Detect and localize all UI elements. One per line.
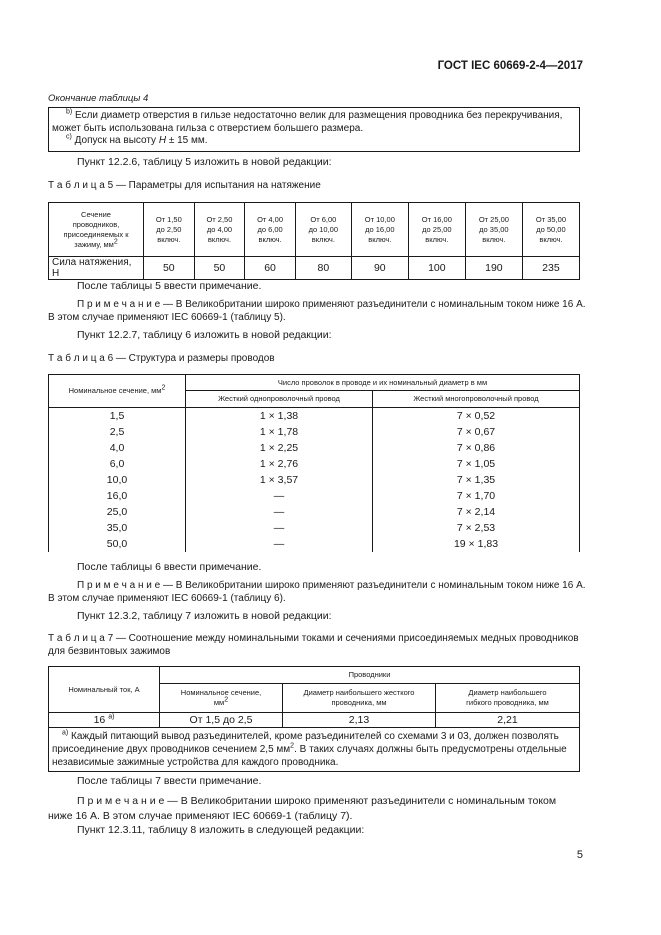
note7-line1-text: — В Великобритании широко применяют разъединители с номинальным током	[164, 795, 557, 807]
table5-range-cell	[351, 203, 408, 257]
document-standard-header: ГОСТ IEC 60669-2-4—2017	[437, 60, 583, 72]
table5-force-value: 50	[144, 257, 195, 280]
table6-flex: 19 × 1,83	[373, 536, 580, 552]
table4-footnote-c	[66, 135, 208, 147]
table5	[48, 202, 580, 280]
table6-flex: 7 × 1,70	[373, 488, 580, 504]
table5-head-line4	[52, 240, 140, 250]
note6-line1	[77, 579, 586, 592]
table7-head-rigid-l1: Диаметр наибольшего жесткого	[303, 688, 415, 697]
table6-section: 6,0	[49, 456, 186, 472]
table-row	[49, 424, 580, 440]
footnote-b-line1: Если диаметр отверстия в гильзе недостаточно велик для размещения проводника без перекручивания,	[75, 110, 563, 121]
table6-head-sup: 2	[161, 384, 166, 392]
table7-flex: 2,21	[436, 713, 580, 728]
table5-head-line4-text: зажиму, мм	[74, 239, 114, 249]
note5-label: П р и м е ч а н и е	[77, 299, 161, 310]
table6-section: 35,0	[49, 520, 186, 536]
table6-title	[48, 352, 275, 365]
range-b: до 35,00	[479, 224, 509, 234]
table6-section: 2,5	[49, 424, 186, 440]
table4-footnote-b	[66, 110, 562, 122]
table-row	[49, 536, 580, 552]
table-row	[49, 472, 580, 488]
table7-head-rigid	[283, 684, 436, 713]
table7-data-row	[49, 713, 580, 728]
table5-force-row	[49, 257, 580, 280]
table6-rigid: —	[186, 536, 373, 552]
table6-rigid: —	[186, 504, 373, 520]
range-b: до 16,00	[365, 224, 395, 234]
range-b: до 50,00	[536, 224, 566, 234]
table6-rigid: —	[186, 488, 373, 504]
table-row	[49, 456, 580, 472]
table6-label: Т а б л и ц а	[48, 353, 105, 364]
table7-footnote-l2	[52, 743, 576, 756]
table5-force-value: 235	[522, 257, 579, 280]
table6-head-section	[49, 375, 186, 408]
table6-flex: 7 × 0,52	[373, 408, 580, 424]
table5-title-text: — Параметры для испытания на натяжение	[113, 180, 321, 191]
note6-label: П р и м е ч а н и е	[77, 580, 161, 591]
table7-head-section-l2	[163, 698, 279, 708]
table7-current-value: 16	[93, 714, 106, 726]
range-b: до 4,00	[206, 224, 233, 234]
table7-head-flex-l2: гибкого проводника, мм	[466, 698, 549, 707]
table6-title-text: — Структура и размеры проводов	[113, 353, 275, 364]
range-c: включ.	[482, 234, 506, 244]
footnote-c-var: H	[158, 135, 167, 146]
table-row	[49, 488, 580, 504]
table6-section: 25,0	[49, 504, 186, 520]
table5-force-value: 190	[465, 257, 522, 280]
table6-rigid: 1 × 1,38	[186, 408, 373, 424]
table7-current-sup: а)	[108, 713, 115, 721]
table5-range-cell	[408, 203, 465, 257]
table-row	[49, 408, 580, 424]
table5-number: 5	[107, 180, 114, 191]
table7-footnote	[49, 728, 580, 772]
table6-head-flex: Жесткий многопроволочный провод	[373, 391, 580, 408]
range-b: до 2,50	[156, 224, 182, 234]
table7-head-section	[160, 684, 283, 713]
table5-head-line2: проводников,	[72, 219, 120, 229]
table6-rigid: 1 × 1,78	[186, 424, 373, 440]
table7	[48, 666, 580, 772]
table7-fn-mark: а)	[62, 729, 69, 737]
table6-flex: 7 × 0,86	[373, 440, 580, 456]
range-c: включ.	[425, 234, 449, 244]
table7-section: От 1,5 до 2,5	[160, 713, 283, 728]
table5-range-cell	[144, 203, 195, 257]
range-a: От 4,00	[257, 214, 284, 224]
range-a: От 16,00	[421, 214, 452, 224]
table6-section: 4,0	[49, 440, 186, 456]
footnote-b-line2: может быть использована гильза с отверстием большего размера.	[52, 123, 364, 134]
table7-header-row1	[49, 667, 580, 684]
range-c: включ.	[539, 234, 563, 244]
table6-head-group: Число проволок в проводе и их номинальный диаметр в мм	[186, 375, 580, 391]
table7-footnote-l3: независимые зажимные устройства для каждого проводника.	[52, 757, 339, 768]
range-c: включ.	[368, 234, 392, 244]
table6-section: 10,0	[49, 472, 186, 488]
table7-title-text: — Соотношение между номинальными токами и сечениями присоединяемых медных проводников	[113, 633, 579, 644]
note7-line2: ниже 16 А. В этом случае применяют IEC 60669-1 (таблицу 7).	[48, 810, 353, 822]
table6-section: 1,5	[49, 408, 186, 424]
range-b: до 25,00	[422, 224, 452, 234]
table6-section: 16,0	[49, 488, 186, 504]
table5-range-cell	[465, 203, 522, 257]
table5-title	[48, 179, 321, 192]
table6	[48, 374, 580, 552]
table7-head-current: Номинальный ток, А	[49, 667, 160, 713]
footnote-c-post: ± 15 мм.	[166, 135, 208, 146]
range-a: От 25,00	[478, 214, 509, 224]
table5-range-cell	[194, 203, 245, 257]
table5-range-cell	[522, 203, 579, 257]
range-c: включ.	[207, 234, 232, 244]
table-row	[49, 520, 580, 536]
table7-head-section-l2-text: мм	[213, 698, 225, 707]
table7-fn-l2-sup: 2	[290, 742, 295, 750]
table5-range-cell	[245, 203, 296, 257]
table7-head-section-l1: Номинальное сечение,	[180, 688, 262, 697]
table5-force-value: 90	[351, 257, 408, 280]
table7-current	[49, 713, 160, 728]
table6-rigid: —	[186, 520, 373, 536]
table7-head-flex	[436, 684, 580, 713]
table6-head-rigid: Жесткий однопроволочный провод	[186, 391, 373, 408]
table4-end-caption: Окончание таблицы 4	[48, 93, 149, 104]
table5-head-line1: Сечение	[81, 209, 111, 219]
table6-rigid: 1 × 3,57	[186, 472, 373, 488]
table6-flex: 7 × 2,53	[373, 520, 580, 536]
footnote-c-pre: Допуск на высоту	[74, 135, 159, 146]
table5-force-value: 50	[194, 257, 245, 280]
note7-label: П р и м е ч а н и е	[77, 795, 165, 807]
instruction-12-2-6: Пункт 12.2.6, таблицу 5 изложить в новой редакции:	[77, 156, 332, 168]
table5-header-row	[49, 203, 580, 257]
range-c: включ.	[258, 234, 282, 244]
range-a: От 1,50	[155, 214, 182, 224]
table5-head-sup: 2	[113, 238, 118, 245]
table5-force-value: 80	[295, 257, 351, 280]
table5-force-label: Сила натяжения, Н	[49, 257, 144, 280]
table7-fn-l2-text: присоединение двух проводников сечением 2,5 мм	[52, 744, 291, 755]
table7-footnote-l1	[52, 730, 576, 743]
table6-header-row1	[49, 375, 580, 391]
note5-line1	[77, 298, 586, 311]
table-row	[49, 504, 580, 520]
note5-line2: В этом случае применяют IEC 60669-1 (таблицу 5).	[48, 312, 286, 323]
table7-head-sup: 2	[224, 696, 229, 704]
table6-flex: 7 × 0,67	[373, 424, 580, 440]
note6-line2: В этом случае применяют IEC 60669-1 (таблицу 6).	[48, 593, 286, 604]
table6-rigid: 1 × 2,25	[186, 440, 373, 456]
range-c: включ.	[311, 234, 335, 244]
table6-flex: 7 × 2,14	[373, 504, 580, 520]
after-table5-text: После таблицы 5 ввести примечание.	[77, 280, 262, 292]
table7-head-rigid-l2: проводника, мм	[331, 698, 387, 707]
table6-section: 50,0	[49, 536, 186, 552]
footnote-c-mark: c)	[66, 133, 72, 141]
table6-flex: 7 × 1,35	[373, 472, 580, 488]
table7-head-group: Проводники	[160, 667, 580, 684]
table7-label: Т а б л и ц а	[48, 633, 105, 644]
instruction-12-3-11: Пункт 12.3.11, таблицу 8 изложить в следующей редакции:	[77, 824, 365, 836]
note6-line1-text: — В Великобритании широко применяют разъединители с номинальным током ниже 16 А.	[160, 580, 586, 591]
range-c: включ.	[157, 234, 181, 244]
table7-rigid: 2,13	[283, 713, 436, 728]
note7-line1	[77, 795, 556, 808]
range-b: до 6,00	[257, 224, 283, 234]
table7-title-line1	[48, 632, 579, 645]
table7-footnote-row	[49, 728, 580, 772]
table7-head-flex-l1: Диаметр наибольшего	[468, 688, 547, 697]
table5-range-cell	[295, 203, 351, 257]
note5-line1-text: — В Великобритании широко применяют разъединители с номинальным током ниже 16 А.	[160, 299, 586, 310]
range-a: От 6,00	[310, 214, 337, 224]
range-a: От 10,00	[364, 214, 395, 224]
page-number: 5	[576, 849, 583, 861]
after-table6-text: После таблицы 6 ввести примечание.	[77, 561, 262, 573]
instruction-12-2-7: Пункт 12.2.7, таблицу 6 изложить в новой редакции:	[77, 329, 332, 341]
table7-fn-l1-text: Каждый питающий вывод разъединителей, кроме разъединителей со схемами 3 и 03, должен позволять	[68, 731, 559, 742]
table5-head-section	[49, 203, 144, 257]
table5-label: Т а б л и ц а	[48, 180, 105, 191]
table-row	[49, 440, 580, 456]
table6-number: 6	[107, 353, 114, 364]
footnote-b-mark: b)	[66, 108, 73, 116]
table7-title-line2: для безвинтовых зажимов	[48, 646, 171, 657]
table5-force-value: 100	[408, 257, 465, 280]
table5-head-line3: присоединяемых к	[63, 229, 129, 239]
range-a: От 2,50	[206, 214, 233, 224]
table6-rigid: 1 × 2,76	[186, 456, 373, 472]
table7-number: 7	[107, 633, 114, 644]
table6-flex: 7 × 1,05	[373, 456, 580, 472]
range-a: От 35,00	[535, 214, 566, 224]
table5-force-value: 60	[245, 257, 296, 280]
table6-head-section-text: Номинальное сечение, мм	[68, 386, 162, 395]
after-table7-text: После таблицы 7 ввести примечание.	[77, 775, 262, 787]
instruction-12-3-2: Пункт 12.3.2, таблицу 7 изложить в новой редакции:	[77, 610, 332, 622]
table7-fn-l2-post: . В таких случаях должны быть предусмотрены отдельные	[294, 744, 567, 755]
range-b: до 10,00	[308, 224, 339, 234]
